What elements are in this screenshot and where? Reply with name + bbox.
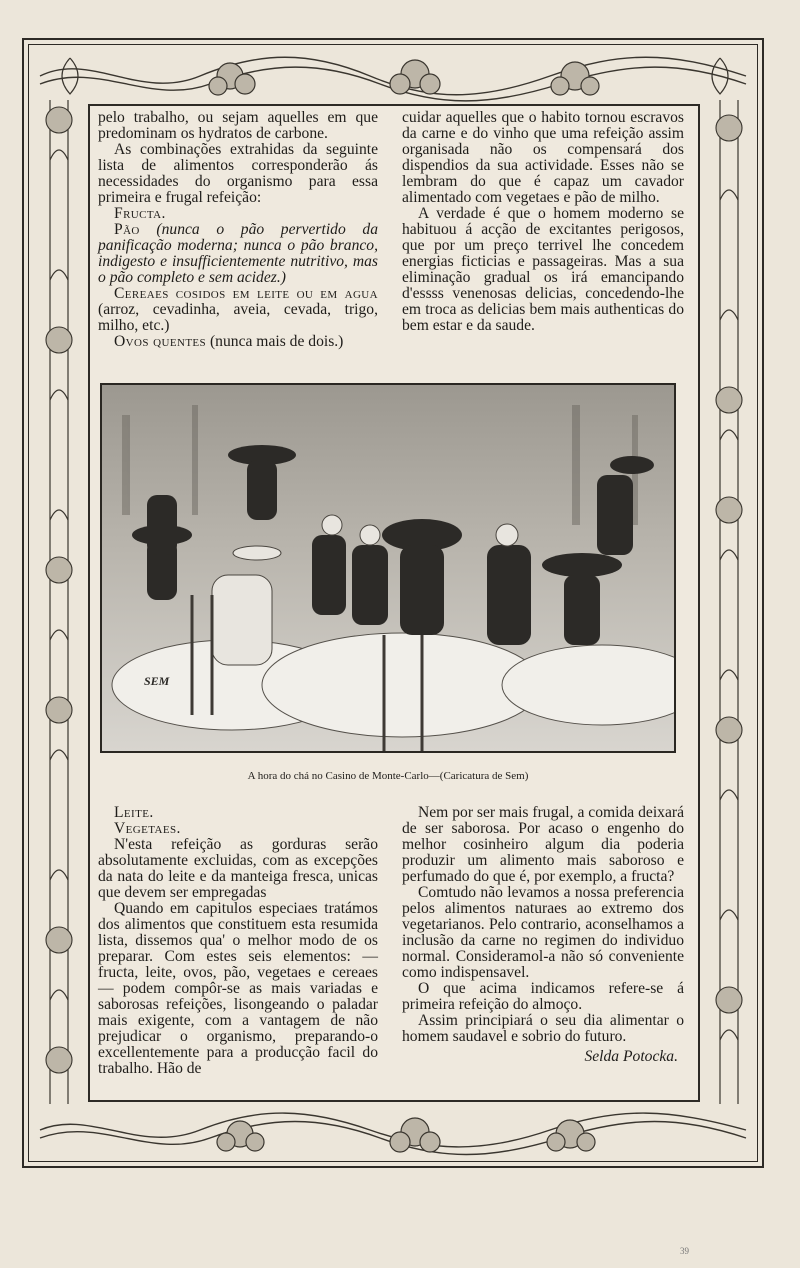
paragraph: Comtudo não levamos a nossa preferencia pelos alimentos naturaes ao extremo dos vegetarianos. Pelo contrario, aconselhamos a inclusão da carne no regimen do individuo normal. Consideramol-a não só conveniente como indispensavel.: [402, 884, 684, 981]
food-item-head: Fructa.: [114, 205, 166, 222]
food-item-head: Ovos quentes: [114, 333, 207, 350]
food-item-note: (arroz, cevadinha, aveia, cevada, trigo, milho, etc.): [98, 301, 378, 334]
paragraph: A verdade é que o homem moderno se habituou á acção de excitantes perigosos, que por um preço terrivel lhe concedem energias ficticias e passageiras. Mas a sua eliminação gradual os irá emancipando d'essss venenosas delicias, concedendo-lhe em troca as delicias bem mais authenticas do bem estar e da saude.: [402, 205, 684, 334]
paragraph: Nem por ser mais frugal, a comida deixará de ser saborosa. Por acaso o engenho do melhor cosinheiro algum dia poderia produzir um alimento mais saboroso e perfumado do que é, por exemplo, a fructa?: [402, 804, 684, 885]
casino-tea-scene: [102, 385, 674, 751]
food-item-cereaes: [98, 286, 378, 334]
paragraph: N'esta refeição as gorduras serão absolutamente excluidas, com as excepções da nata do leite e da manteiga fresca, unicas que devem ser empregadas: [98, 836, 378, 901]
food-item-note: (nunca mais de dois.): [209, 333, 344, 350]
artist-signature: SEM: [144, 674, 170, 688]
food-item-head: Cereaes cosidos em leite ou em agua: [114, 285, 378, 302]
paragraph: Assim principiará o seu dia alimentar o homem saudavel e sobrio do futuro.: [402, 1012, 684, 1045]
paragraph: pelo trabalho, ou sejam aquelles em que predominam os hydratos de carbone.: [98, 109, 378, 142]
page-number: 39: [680, 1246, 689, 1256]
paragraph: As combinações extrahidas da seguinte lista de alimentos corresponderão ás necessidades do organismo para essa primeira e frugal refeição:: [98, 141, 378, 206]
illustration: [100, 383, 676, 753]
top-right-column: [402, 110, 684, 334]
bottom-floral-border: [30, 1104, 756, 1162]
top-floral-border: [30, 46, 756, 104]
food-item-pao: [98, 222, 378, 286]
food-item-head: Leite.: [114, 804, 154, 821]
food-item-vegetaes: [98, 821, 378, 837]
food-item-fructa: [98, 206, 378, 222]
top-left-column: [98, 110, 378, 350]
left-floral-border: [30, 100, 88, 1104]
author-signature: Selda Potocka.: [584, 1048, 678, 1065]
bottom-left-column: [98, 805, 378, 1077]
food-item-note: (nunca o pão pervertido da panificação moderna; nunca o pão branco, indigesto e insufficientemente nutritivo, mas o pão completo e sem acidez.): [98, 221, 378, 286]
paragraph: O que acima indicamos refere-se á primeira refeição do almoço.: [402, 980, 684, 1013]
food-item-head: Pão: [114, 221, 140, 238]
paragraph: cuidar aquelles que o habito tornou escravos da carne e do vinho que uma refeição assim organisada não os compensará dos dispendios da sua actividade. Esses não se lembram do que é capaz um cavador alimentado com vegetaes e pão de milho.: [402, 109, 684, 206]
illustration-caption: A hora do chá no Casino de Monte-Carlo—(Caricatura de Sem): [247, 770, 529, 782]
right-floral-border: [700, 100, 758, 1104]
food-item-leite: [98, 805, 378, 821]
food-item-ovos: [98, 334, 378, 350]
paragraph: Quando em capitulos especiaes tratámos dos alimentos que constituem esta resumida lista, dissemos qua' o melhor modo de os preparar. Com estes seis elementos: — fructa, leite, ovos, pão, vegetaes e cereaes — podem compôr-se as mais variadas e saborosas refeições, lisongeando o paladar mais exigente, com a vantagem de não prejudicar o organismo, preparando-o excellentemente para a producção facil do trabalho. Hão de: [98, 900, 378, 1077]
food-item-head: Vegetaes.: [114, 820, 181, 837]
bottom-right-column: [402, 805, 684, 1065]
